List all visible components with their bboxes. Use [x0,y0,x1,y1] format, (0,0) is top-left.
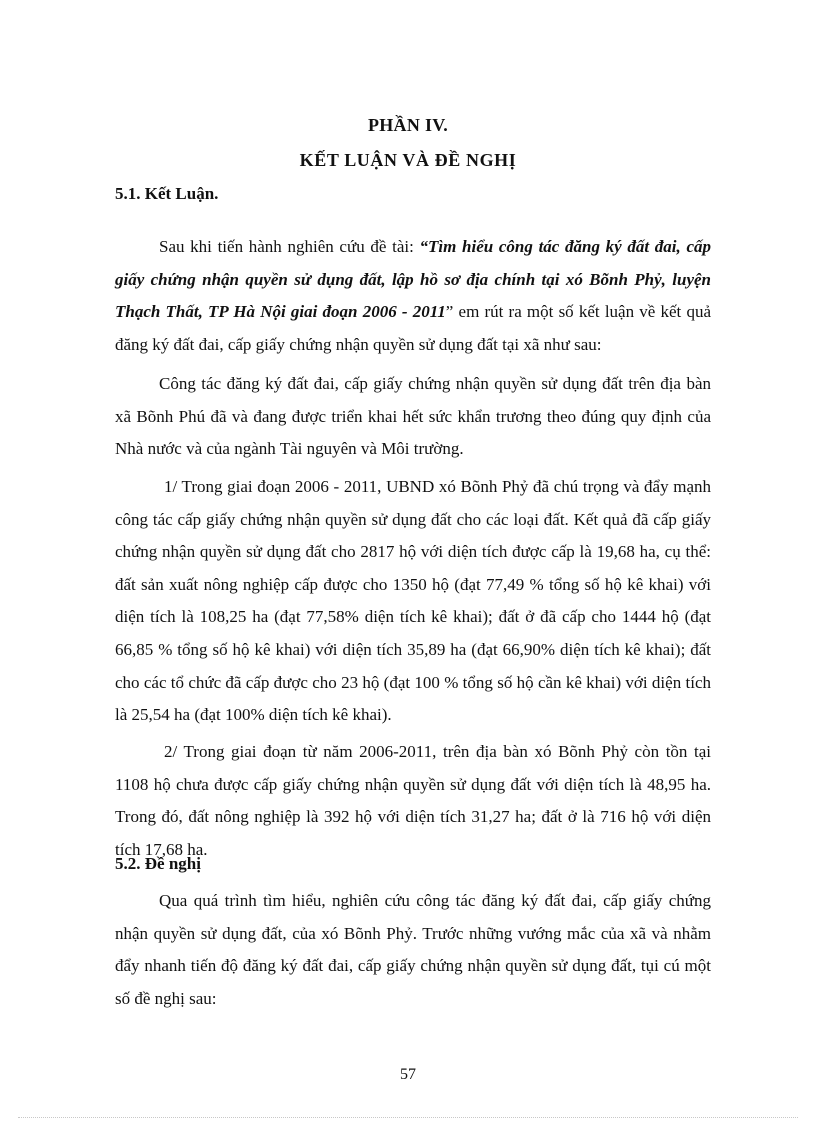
thesis-title-text: “Tìm hiểu công tác đăng ký đất đai, cấp giấy chứng nhận quyền sử dụng đất, lập hồ sơ địa chính tại xó Bõnh Phỷ, luyện Thạch Thất, TP Hà Nội giai đoạn 2006 - 2011 [115,237,711,322]
section-heading-conclusion: 5.1. Kết Luận. [115,184,219,203]
section-heading-recommendation: 5.2. Đề nghị [115,854,201,873]
recommendation-paragraph: Qua quá trình tìm hiểu, nghiên cứu công tác đăng ký đất đai, cấp giấy chứng nhận quyền sử dụng đất, của xó Bõnh Phỷ. Trước những vướng mắc của xã và nhằm đẩy nhanh tiến độ đăng ký đất đai, cấp giấy chứng nhận quyền sử dụng đất, tụi cú một số đề nghị sau: [115,891,711,1008]
page-number: 57 [400,1066,416,1083]
footer-divider [18,1117,798,1118]
part-title: KẾT LUẬN VÀ ĐỀ NGHỊ [299,150,517,170]
conclusion-intro-paragraph [115,231,711,361]
part-heading: PHẦN IV. [367,115,449,135]
conclusion-paragraph-4: 2/ Trong giai đoạn từ năm 2006-2011, trên địa bàn xó Bõnh Phỷ còn tồn tại 1108 hộ chưa được cấp giấy chứng nhận quyền sử dụng đất với diện tích là 48,95 ha. Trong đó, đất nông nghiệp là 392 hộ với diện tích 31,27 ha; đất ở là 716 hộ với diện tích 17,68 ha. [115,742,711,859]
conclusion-paragraph-3: 1/ Trong giai đoạn 2006 - 2011, UBND xó Bõnh Phỷ đã chú trọng và đẩy mạnh công tác cấp giấy chứng nhận quyền sử dụng đất cho các loại đất. Kết quả đã cấp giấy chứng nhận quyền sử dụng đất cho 2817 hộ với diện tích được cấp là 19,68 ha, cụ thể: đất sản xuất nông nghiệp cấp được cho 1350 hộ (đạt 77,49 % tổng số hộ kê khai) với diện tích là 108,25 ha (đạt 77,58% diện tích kê khai); đất ở đã cấp cho 1444 hộ (đạt 66,85 % tổng số hộ kê khai) với diện tích 35,89 ha (đạt 66,90% diện tích kê khai); đất cho các tổ chức đã cấp được cho 23 hộ (đạt 100 % tổng số hộ cần kê khai) với diện tích là 25,54 ha (đạt 100% diện tích kê khai). [115,477,711,725]
intro-tail-text: ” em rút ra một số kết luận về kết quả đăng ký đất đai, cấp giấy chứng nhận quyền sử dụng đất tại xã như sau: [115,302,711,354]
conclusion-paragraph-2: Công tác đăng ký đất đai, cấp giấy chứng nhận quyền sử dụng đất trên địa bàn xã Bõnh Phú đã và đang được triển khai hết sức khẩn trương theo đúng quy định của Nhà nước và của ngành Tài nguyên và Môi trường. [115,374,711,459]
intro-lead-text: Sau khi tiến hành nghiên cứu đề tài: [159,237,420,256]
